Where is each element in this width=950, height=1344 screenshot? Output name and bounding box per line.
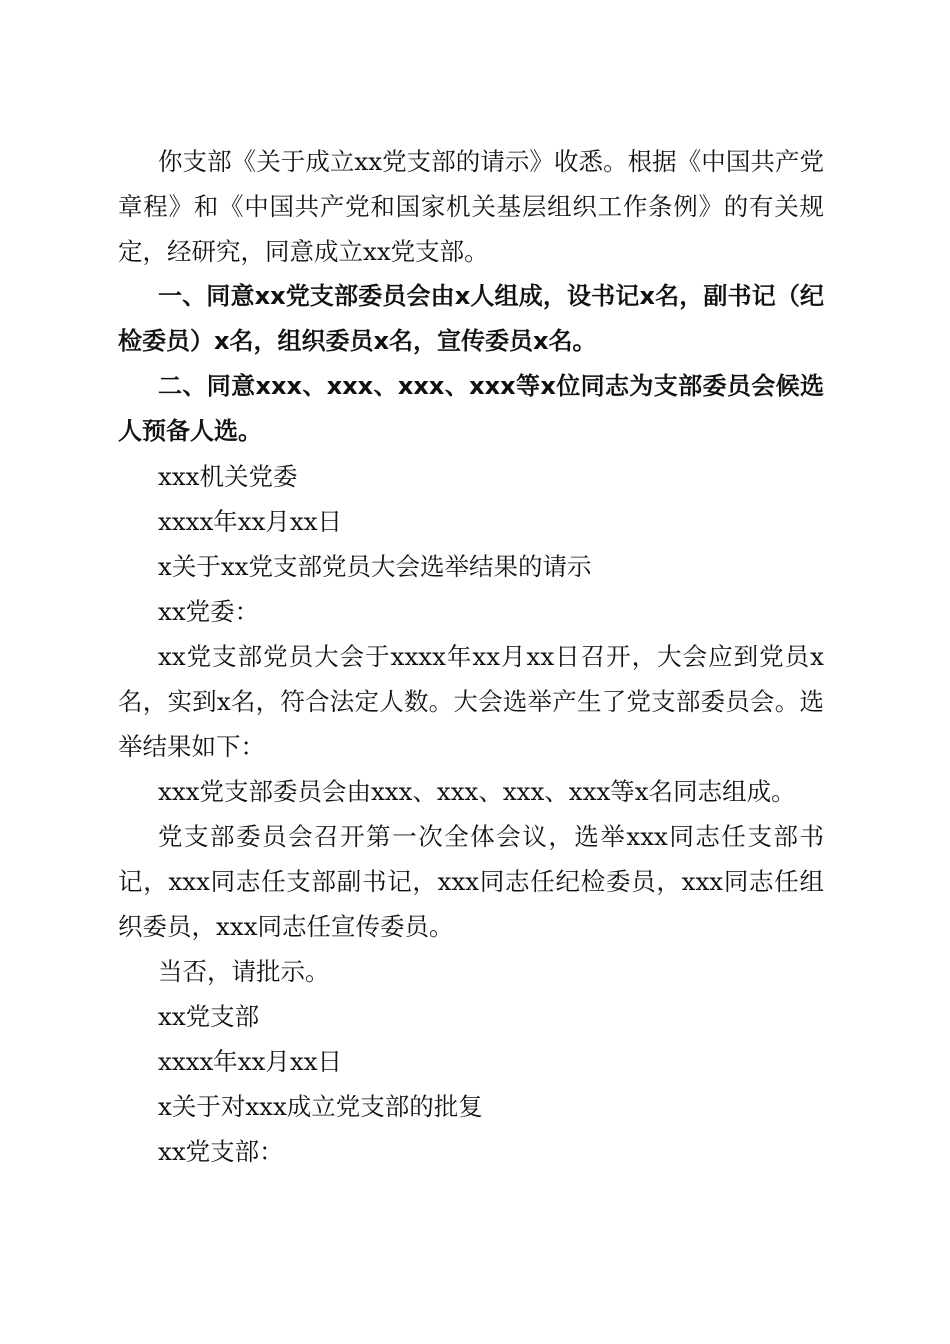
signature-organization: xxx机关党委 xyxy=(158,462,298,491)
signature-date-2: xxxx年xx月xx日 xyxy=(158,1047,343,1076)
paragraph-approval-intro: 你支部《关于成立xx党支部的请示》收悉。根据《中国共产党章程》和《中国共产党和国家机关基层组织工作条例》的有关规定，经研究，同意成立xx党支部。 xyxy=(118,147,824,266)
paragraph-meeting-info: xx党支部党员大会于xxxx年xx月xx日召开，大会应到党员x名，实到x名，符合法定人数。大会选举产生了党支部委员会。选举结果如下： xyxy=(118,642,824,761)
recipient-line: xx党委： xyxy=(158,597,260,626)
recipient-line-2: xx党支部： xyxy=(158,1137,284,1166)
paragraph-request-approval: 当否，请批示。 xyxy=(158,957,330,986)
document-title-approval-reply: x关于对xxx成立党支部的批复 xyxy=(158,1092,483,1121)
signature-branch: xx党支部 xyxy=(158,1002,260,1031)
paragraph-item-two: 二、同意xxx、xxx、xxx、xxx等x位同志为支部委员会候选人预备人选。 xyxy=(118,372,824,445)
paragraph-item-one: 一、同意xx党支部委员会由x人组成，设书记x名，副书记（纪检委员）x名，组织委员x名，宣传委员x名。 xyxy=(118,282,824,355)
document-title-election-request: x关于xx党支部党员大会选举结果的请示 xyxy=(158,552,592,581)
document-page xyxy=(118,139,824,1174)
paragraph-positions: 党支部委员会召开第一次全体会议，选举xxx同志任支部书记，xxx同志任支部副书记，xxx同志任纪检委员，xxx同志任组织委员，xxx同志任宣传委员。 xyxy=(118,822,824,941)
paragraph-committee-members: xxx党支部委员会由xxx、xxx、xxx、xxx等x名同志组成。 xyxy=(158,777,796,806)
signature-date: xxxx年xx月xx日 xyxy=(158,507,343,536)
